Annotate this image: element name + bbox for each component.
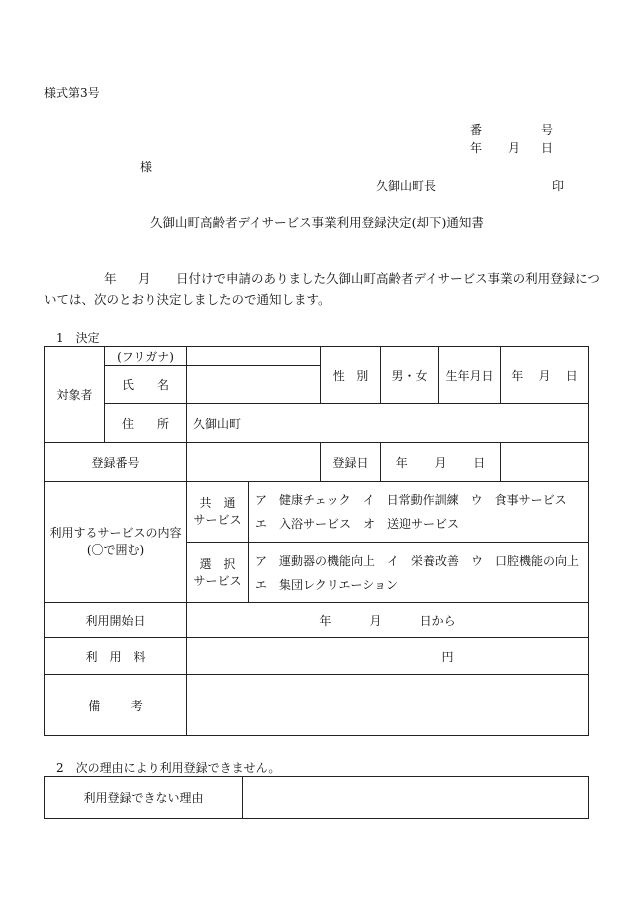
field-torokubi[interactable] xyxy=(381,443,501,482)
document-title: 久御山町高齢者デイサービス事業利用登録決定(却下)通知書 xyxy=(150,215,484,230)
issuer: 久御山町長 xyxy=(376,179,437,193)
field-sentaku-services[interactable] xyxy=(249,543,589,603)
label-service-1: 利用するサービスの内容 xyxy=(49,526,182,540)
toroku-tsuki: 月 xyxy=(434,455,447,470)
field-toroku-bango[interactable] xyxy=(187,443,321,482)
birth-tsuki: 月 xyxy=(538,368,551,383)
form-number: 様式第3号 xyxy=(44,86,100,100)
toroku-nichi: 日 xyxy=(473,455,486,470)
label-reason: 利用登録できない理由 xyxy=(83,791,204,805)
birth-nen: 年 xyxy=(511,368,524,383)
sentaku-line-2: エ 集団レクリエーション xyxy=(255,577,399,592)
label-service-2: (〇で囲む) xyxy=(86,543,145,557)
cell-shimei-label xyxy=(105,366,187,404)
number-go: 号 xyxy=(541,123,554,137)
para-text: 日付けで申請のありました久御山町高齢者デイサービス事業の利用登録につ xyxy=(176,271,600,286)
label-toroku-bango: 登録番号 xyxy=(91,455,140,470)
label-sentaku-1: 選 択 xyxy=(199,556,236,571)
cell-torokubi-label xyxy=(321,443,381,482)
kyotsu-line-1: ア 健康チェック イ 日常動作訓練 ウ 食事サービス xyxy=(255,493,567,507)
cell-kyotsu-label xyxy=(187,482,249,543)
decision-table xyxy=(44,346,589,736)
addressee-sama: 様 xyxy=(140,160,153,174)
label-taishosha: 対象者 xyxy=(56,388,93,402)
field-seibetsu[interactable] xyxy=(381,347,439,404)
seal-in: 印 xyxy=(552,179,565,193)
number-ban: 番 xyxy=(470,123,483,137)
kaishi-tsuki: 月 xyxy=(369,613,382,628)
sentaku-line-1: ア 運動器の機能向上 イ 栄養改善 ウ 口腔機能の向上 xyxy=(255,553,580,568)
para-tsuki: 月 xyxy=(138,271,151,286)
cell-biko-label xyxy=(45,675,187,736)
label-sentaku-2: サービス xyxy=(193,573,242,588)
rejection-table xyxy=(44,776,589,819)
cell-jusho-label xyxy=(105,404,187,443)
toroku-nen: 年 xyxy=(395,455,408,470)
label-furigana: (フリガナ) xyxy=(117,349,174,364)
cell-reason-label xyxy=(45,777,243,819)
field-kyotsu-services[interactable] xyxy=(249,482,589,543)
label-seibetsu-1: 性 xyxy=(332,368,345,383)
date-tsuki: 月 xyxy=(508,141,521,155)
field-biko[interactable] xyxy=(187,675,589,736)
label-biko-1: 備 xyxy=(88,698,101,713)
cell-seinengappi-label xyxy=(439,347,501,404)
cell-toroku-bango-label xyxy=(45,443,187,482)
label-biko-2: 考 xyxy=(130,698,143,713)
cell-taishosha xyxy=(45,347,105,443)
label-en: 円 xyxy=(441,649,454,664)
birth-nichi: 日 xyxy=(565,368,578,383)
label-kyotsu-2: サービス xyxy=(193,513,242,527)
date-nen: 年 xyxy=(470,141,483,155)
label-torokubi: 登録日 xyxy=(332,455,369,470)
field-jusho[interactable] xyxy=(187,404,589,443)
field-kaishibi[interactable] xyxy=(187,603,589,638)
field-furigana[interactable] xyxy=(187,347,321,366)
label-riyoryo: 利 用 料 xyxy=(85,649,146,664)
field-reason[interactable] xyxy=(243,777,589,819)
label-shimei-2: 名 xyxy=(156,378,169,392)
cell-service-label xyxy=(45,482,187,603)
field-seinengappi[interactable] xyxy=(501,347,589,404)
date-nichi: 日 xyxy=(541,141,554,155)
kaishi-nen: 年 xyxy=(319,613,332,628)
kyotsu-line-2: エ 入浴サービス オ 送迎サービス xyxy=(255,517,460,531)
label-jusho-1: 住 xyxy=(122,416,135,431)
para-line2: いては、次のとおり決定しましたので通知します。 xyxy=(44,292,331,307)
cell-furigana-label xyxy=(105,347,187,366)
kaishi-kara: 日から xyxy=(419,613,456,628)
cell-seibetsu-label xyxy=(321,347,381,404)
cell-riyoryo-label xyxy=(45,638,187,675)
field-torokubi-extra[interactable] xyxy=(501,443,589,482)
section-2-heading: 2 次の理由により利用登録できません。 xyxy=(56,761,281,775)
label-kaishibi: 利用開始日 xyxy=(85,613,146,628)
section-1-heading: 1 決定 xyxy=(56,331,100,345)
field-riyoryo[interactable] xyxy=(187,638,589,675)
seibetsu-options: 男・女 xyxy=(391,368,428,383)
cell-kaishibi-label xyxy=(45,603,187,638)
cell-sentaku-label xyxy=(187,543,249,603)
label-seibetsu-2: 別 xyxy=(356,368,369,383)
label-shimei-1: 氏 xyxy=(122,378,135,392)
label-kyotsu-1: 共 通 xyxy=(199,496,236,510)
label-jusho-2: 所 xyxy=(156,416,169,431)
label-seinengappi: 生年月日 xyxy=(445,368,494,383)
jusho-prefix: 久御山町 xyxy=(193,416,242,431)
para-nen: 年 xyxy=(104,271,117,286)
field-shimei[interactable] xyxy=(187,366,321,404)
